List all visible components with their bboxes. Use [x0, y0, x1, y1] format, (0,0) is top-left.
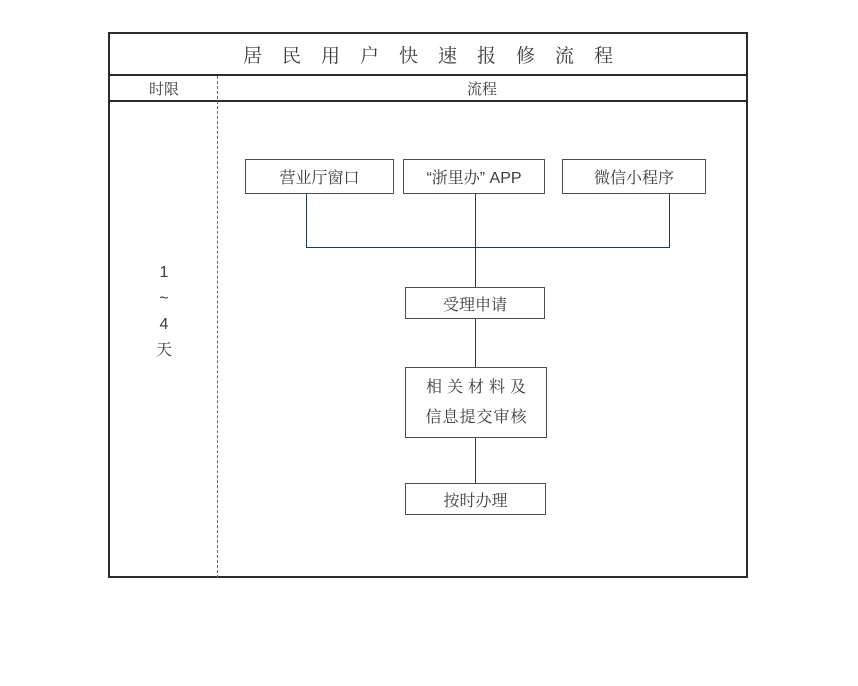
process-table [108, 32, 748, 578]
step-box-accept-application: 受理申请 [405, 287, 545, 319]
header-cell-time-limit: 时限 [148, 80, 179, 98]
connector-channel2-down [475, 194, 477, 288]
page-title: 居民用户快速报修流程 [242, 45, 633, 67]
step-box-materials-review [405, 367, 547, 438]
table-header-row [110, 76, 746, 102]
table-title-row [110, 34, 746, 76]
channel-box-zheliban-app: “浙里办” APP [403, 159, 545, 194]
time-limit-value [110, 260, 218, 364]
connector-materials-to-handle [475, 438, 477, 484]
time-limit-line: 天 [155, 342, 172, 359]
step-box-handle-on-time: 按时办理 [405, 483, 546, 515]
connector-channel3-down [669, 194, 671, 247]
channel-box-service-hall-window: 营业厅窗口 [245, 159, 394, 194]
connector-accept-to-materials [475, 319, 477, 368]
header-cell-flow: 流程 [466, 80, 497, 98]
channel-box-wechat-mini-program: 微信小程序 [562, 159, 706, 194]
connector-channel1-down [306, 194, 308, 247]
connector-merge-bar [306, 247, 670, 249]
materials-review-line2: 信息提交审核 [425, 408, 528, 426]
time-limit-line: 4 [159, 316, 169, 333]
time-limit-line: ~ [159, 290, 169, 307]
time-limit-line: 1 [159, 264, 169, 281]
materials-review-line1: 相关材料及 [425, 378, 531, 396]
